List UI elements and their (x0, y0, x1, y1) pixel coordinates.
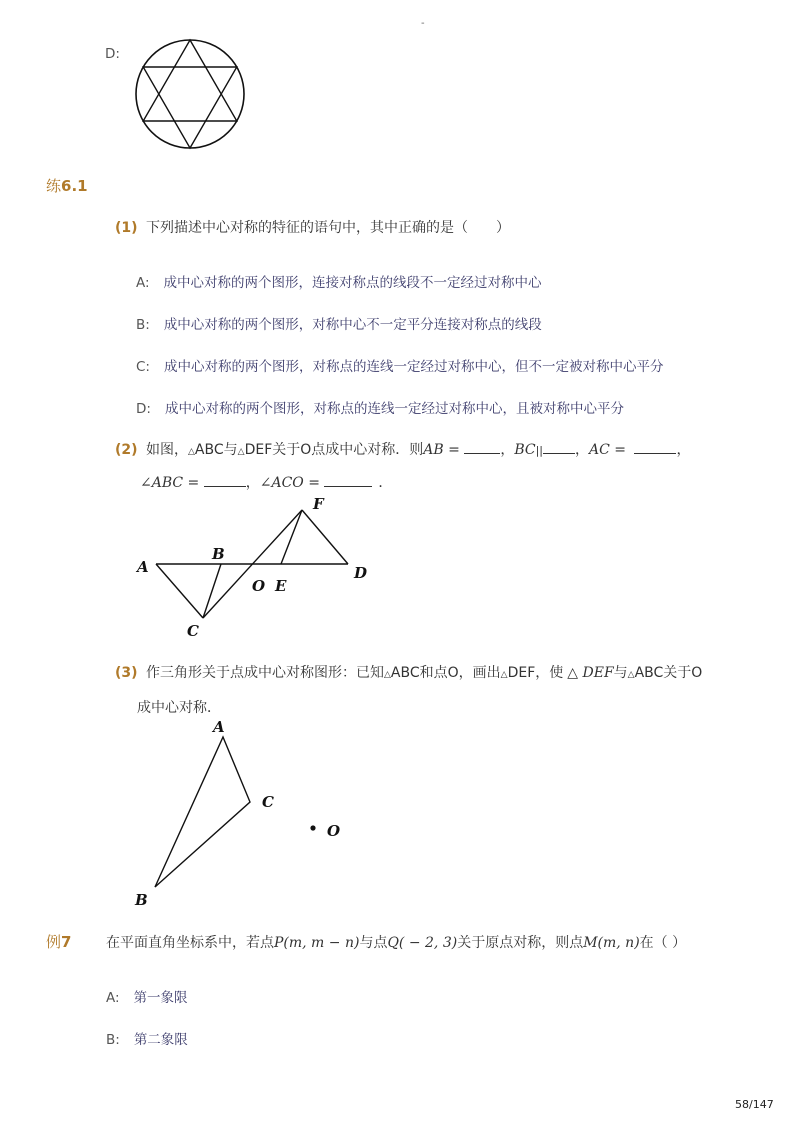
math-bc: BC (514, 442, 536, 458)
separator: ， (500, 442, 515, 458)
text-fragment: 作三角形关于点成中心对称图形：已知 (146, 665, 384, 681)
option-text: 第二象限 (133, 1032, 188, 1048)
q1-option-b[interactable] (136, 313, 542, 333)
triangle-abc (155, 737, 250, 887)
q1-option-c[interactable] (136, 355, 663, 375)
triangle-name: ABC (194, 442, 224, 458)
question-number: (3) (115, 665, 138, 681)
option-letter: D: (136, 401, 151, 417)
star-of-david-figure (130, 34, 250, 154)
text-fragment: 和点O，画出 (419, 665, 501, 681)
text-fragment: ，使 (535, 665, 564, 681)
option-letter: C: (136, 359, 150, 375)
segment-cb (203, 564, 221, 618)
option-text: 成中心对称的两个图形，对称点的连线一定经过对称中心，且被对称中心平分 (164, 401, 624, 417)
question-3 (115, 662, 702, 682)
math-point-q: Q( − 2, 3) (387, 935, 458, 951)
q1-option-d[interactable] (136, 397, 624, 417)
q1-option-a[interactable] (136, 271, 542, 291)
label-e: E (275, 577, 287, 595)
circle-shape (136, 40, 244, 148)
option-text: 成中心对称的两个图形，连接对称点的线段不一定经过对称中心 (163, 275, 542, 291)
math-triangle-def: △ DEF (567, 665, 614, 681)
triangle-icon: △ (237, 447, 245, 457)
separator: ， (575, 442, 590, 458)
text-fragment: 在平面直角坐标系中，若点 (106, 935, 274, 951)
downward-triangle (143, 67, 237, 148)
text-fragment: 与 (223, 442, 238, 458)
triangle-icon: △ (500, 670, 508, 680)
question-number: (2) (115, 442, 138, 458)
label-c: C (262, 793, 274, 811)
text-fragment: 与 (613, 665, 628, 681)
page-number: 58/147 (735, 1098, 774, 1111)
label-o: O (252, 577, 266, 595)
text-fragment: 关于O (663, 665, 703, 681)
option-letter: A: (136, 275, 150, 291)
triangle-name: ABC (390, 665, 420, 681)
question-number: (1) (115, 220, 138, 236)
point-o (310, 825, 315, 830)
text-fragment: 与点 (359, 935, 388, 951)
parallel-symbol: || (535, 444, 544, 457)
text-fragment: 关于原点对称，则点 (457, 935, 584, 951)
segment-ac (156, 564, 203, 618)
option-text: 成中心对称的两个图形，对称点的连线一定经过对称中心，但不一定被对称中心平分 (163, 359, 664, 375)
label-a: A (213, 718, 225, 736)
triangle-icon: △ (384, 670, 391, 680)
segment-fe (281, 510, 302, 564)
math-ac: AC = (589, 442, 627, 458)
option-letter: B: (136, 317, 150, 333)
option-letter: A: (106, 990, 120, 1006)
triangle-icon: △ (188, 447, 195, 457)
example-option-a[interactable] (106, 986, 188, 1006)
triangle-name: DEF (507, 665, 536, 681)
triangle-figure-q3 (125, 715, 355, 915)
answer-blank[interactable] (543, 441, 575, 454)
separator: ， (676, 442, 691, 458)
label-b: B (212, 545, 225, 563)
example-option-b[interactable] (106, 1028, 188, 1048)
answer-blank[interactable] (634, 441, 676, 454)
question-stem: 下列描述中心对称的特征的语句中，其中正确的是（ ） (146, 220, 510, 236)
math-ab: AB = (423, 442, 460, 458)
question-2 (115, 439, 690, 459)
triangle-name: DEF (244, 442, 273, 458)
question-2-line2 (140, 472, 392, 492)
question-1 (115, 217, 510, 237)
math-point-m: M(m, n) (583, 935, 640, 951)
option-letter: B: (106, 1032, 120, 1048)
math-angle-abc: ∠ABC = (140, 475, 200, 491)
example-heading (46, 931, 71, 952)
answer-blank[interactable] (324, 474, 372, 487)
upward-triangle (143, 40, 237, 121)
example-prefix: 例 (46, 933, 62, 951)
header-mark: - (421, 18, 425, 29)
symmetry-figure-q2 (130, 492, 380, 642)
text-fragment: 关于O点成中心对称．则 (272, 442, 424, 458)
option-letter: D: (105, 46, 120, 62)
answer-blank[interactable] (204, 474, 246, 487)
separator: ， (245, 475, 260, 491)
label-o: O (327, 822, 341, 840)
question-lead: 如图， (146, 442, 188, 458)
practice-prefix: 练 (46, 177, 62, 195)
example-stem (106, 932, 686, 952)
end-mark: ． (378, 475, 393, 491)
answer-blank[interactable] (464, 441, 500, 454)
example-number: 7 (61, 933, 72, 951)
practice-number: 6.1 (61, 177, 88, 195)
label-c: C (187, 622, 199, 640)
label-a: A (137, 558, 149, 576)
question-3-line2: 成中心对称． (137, 700, 221, 716)
text-fragment: 在（ ） (639, 935, 687, 951)
practice-heading (46, 175, 88, 196)
label-f: F (313, 495, 324, 513)
segment-fd (302, 510, 348, 564)
option-text: 成中心对称的两个图形，对称中心不一定平分连接对称点的线段 (163, 317, 542, 333)
triangle-icon: △ (627, 670, 635, 680)
label-d: D (354, 564, 368, 582)
option-text: 第一象限 (133, 990, 188, 1006)
label-b: B (135, 891, 148, 909)
math-point-p: P(m, m − n) (274, 935, 360, 951)
math-angle-aco: ∠ACO = (259, 475, 320, 491)
triangle-name: ABC (634, 665, 664, 681)
